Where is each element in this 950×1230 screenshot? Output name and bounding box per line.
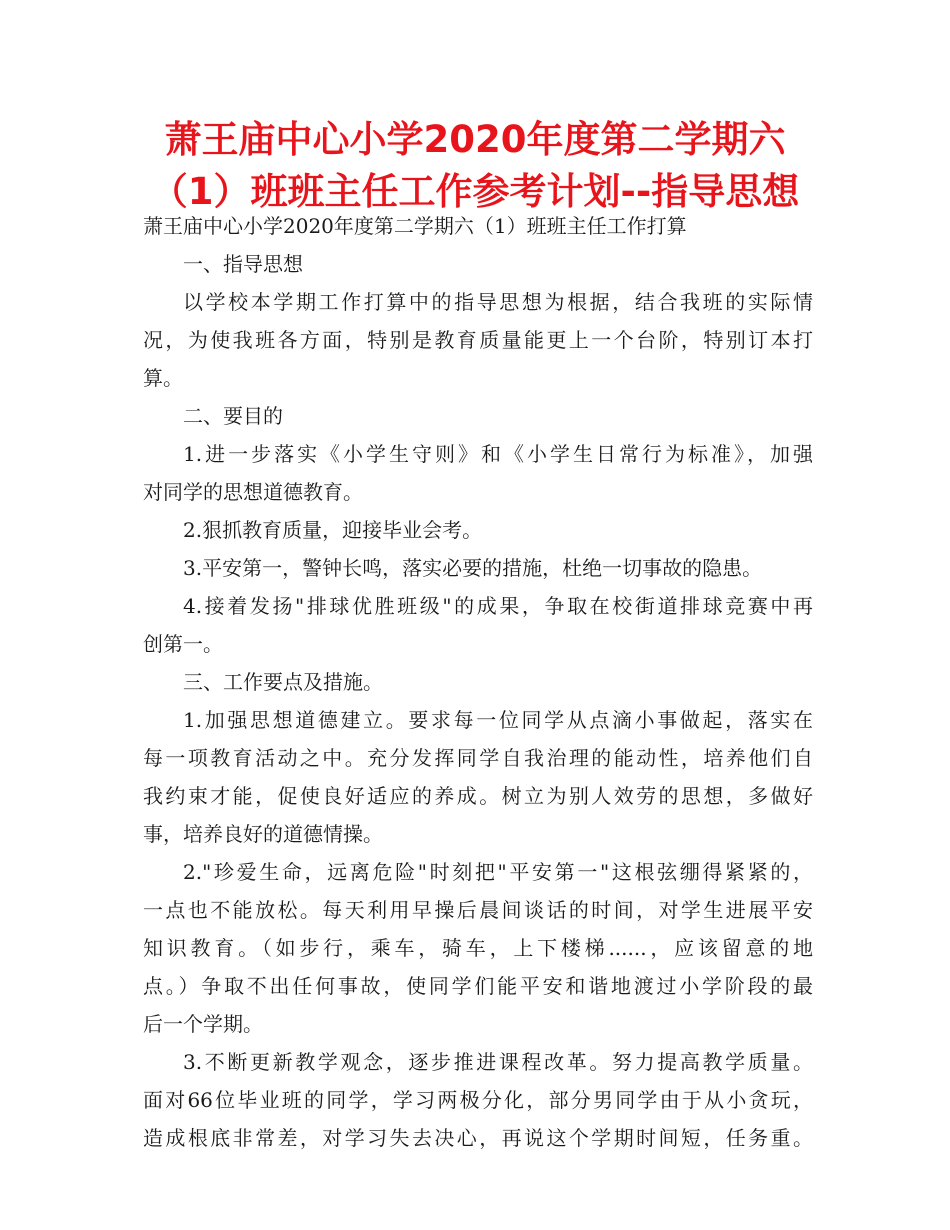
list-item: 3.平安第一，警钟长鸣，落实必要的措施，杜绝一切事故的隐患。: [183, 556, 763, 580]
list-item: 2."珍爱生命，远离危险"时刻把"平安第一"这根弦绷得紧紧的，: [183, 860, 813, 884]
list-item-continued: 创第一。: [143, 632, 223, 656]
list-item: 2.狠抓教育质量，迎接毕业会考。: [183, 518, 483, 542]
list-item-continued: 对同学的思想道德教育。: [143, 480, 363, 504]
list-item-continued: 事，培养良好的道德情操。: [143, 822, 383, 846]
paragraph-line: 况，为使我班各方面，特别是教育质量能更上一个台阶，特别订本打: [143, 328, 813, 352]
list-item-continued: 每一项教育活动之中。充分发挥同学自我治理的能动性，培养他们自: [143, 746, 813, 770]
list-item-continued: 点。）争取不出任何事故，使同学们能平安和谐地渡过小学阶段的最: [143, 974, 813, 998]
list-item-continued: 面对66位毕业班的同学，学习两极分化，部分男同学由于从小贪玩，: [143, 1088, 813, 1112]
list-item-continued: 造成根底非常差，对学习失去决心，再说这个学期时间短，任务重。: [143, 1126, 813, 1150]
document-title-line-2: （1）班班主任工作参考计划--指导思想: [150, 170, 800, 213]
section-3-title: 三、工作要点及措施。: [183, 670, 383, 694]
body-heading: 萧王庙中心小学2020年度第二学期六（1）班班主任工作打算: [143, 214, 687, 238]
list-item: 4.接着发扬"排球优胜班级"的成果，争取在校街道排球竞赛中再: [183, 594, 813, 618]
section-2-title: 二、要目的: [183, 404, 283, 428]
paragraph-line: 算。: [143, 366, 183, 390]
list-item-continued: 我约束才能，促使良好适应的养成。树立为别人效劳的思想，多做好: [143, 784, 813, 808]
list-item: 1.加强思想道德建立。要求每一位同学从点滴小事做起，落实在: [183, 708, 813, 732]
list-item-continued: 知识教育。（如步行，乘车，骑车，上下楼梯......，应该留意的地: [143, 936, 813, 960]
section-1-title: 一、指导思想: [183, 252, 303, 276]
list-item: 3.不断更新教学观念，逐步推进课程改革。努力提高教学质量。: [183, 1050, 813, 1074]
document-title-line-1: 萧王庙中心小学2020年度第二学期六: [164, 118, 786, 161]
paragraph-line: 以学校本学期工作打算中的指导思想为根据，结合我班的实际情: [183, 290, 813, 314]
document-body: [143, 211, 813, 1153]
list-item: 1.进一步落实《小学生守则》和《小学生日常行为标准》，加强: [183, 442, 813, 466]
list-item-continued: 一点也不能放松。每天利用早操后晨间谈话的时间，对学生进展平安: [143, 898, 813, 922]
list-item-continued: 后一个学期。: [143, 1012, 263, 1036]
